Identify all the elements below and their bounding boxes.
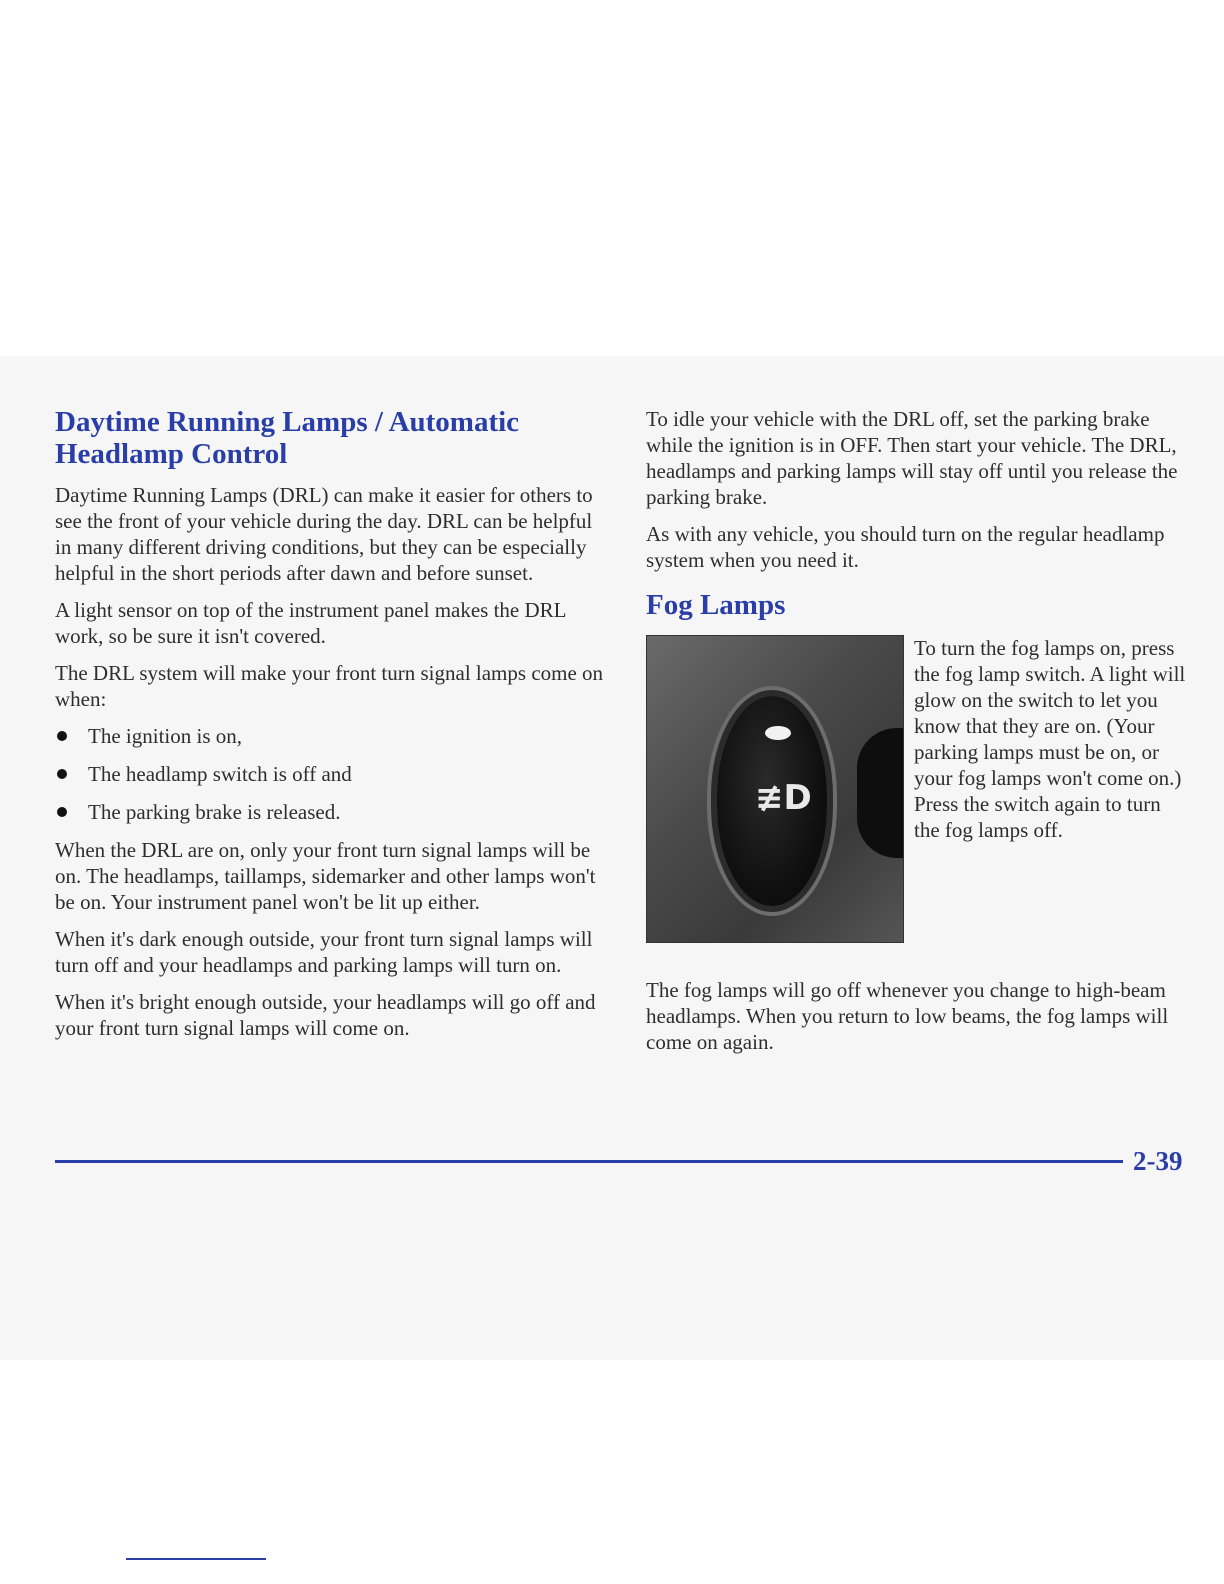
list-item-text: The ignition is on, [88, 724, 242, 748]
idle-drl-paragraph: To idle your vehicle with the DRL off, set the parking brake while the ignition is in OFF. Then start your vehicle. The DRL, headlamps and parking lamps will stay off until you release the parking brake. [646, 407, 1178, 509]
list-item [55, 799, 610, 825]
drl-conditions-list [55, 723, 610, 825]
bottom-mark [126, 1558, 266, 1560]
drl-on-paragraph: When the DRL are on, only your front turn signal lamps will be on. The headlamps, taillamps, sidemarker and other lamps won't be on. Your instrument panel won't be lit up either. [55, 838, 596, 914]
fog-switch-button [717, 696, 827, 906]
fog-lamps-section [646, 635, 1186, 953]
drl-intro-paragraph: Daytime Running Lamps (DRL) can make it easier for others to see the front of your vehicle during the day. DRL can be helpful in many different driving conditions, but they can be especially helpful in the short periods after dawn and before sunset. [55, 483, 593, 585]
drl-heading: Daytime Running Lamps / Automatic Headlamp Control [55, 406, 520, 470]
bullet-icon [57, 807, 67, 817]
adjacent-control [857, 728, 904, 858]
fog-side-text-block [914, 635, 1186, 854]
list-item-text: The headlamp switch is off and [88, 762, 352, 786]
fog-lamp-switch-photo [646, 635, 904, 943]
left-column [55, 406, 610, 1052]
footer-rule [55, 1160, 1123, 1163]
fog-instructions-paragraph: To turn the fog lamps on, press the fog lamp switch. A light will glow on the switch to let you know that they are on. (Your parking lamps must be on, or your fog lamps won't come on.) Press the switch again to turn the fog lamps off. [914, 636, 1186, 842]
bullet-icon [57, 731, 67, 741]
page-number: 2-39 [1133, 1146, 1183, 1176]
light-sensor-paragraph: A light sensor on top of the instrument panel makes the DRL work, so be sure it isn't covered. [55, 598, 566, 648]
fog-high-beam-paragraph: The fog lamps will go off whenever you change to high-beam headlamps. When you return to low beams, the fog lamps will come on again. [646, 978, 1169, 1054]
bullet-icon [57, 769, 67, 779]
dark-outside-paragraph: When it's dark enough outside, your front turn signal lamps will turn off and your headlamps and parking lamps will turn on. [55, 927, 593, 977]
right-column [646, 406, 1186, 1066]
bright-outside-paragraph: When it's bright enough outside, your headlamps will go off and your front turn signal lamps will come on. [55, 990, 596, 1040]
fog-lamp-icon: ≢D [755, 778, 812, 818]
list-item [55, 761, 610, 787]
indicator-light-icon [765, 726, 791, 740]
list-item-text: The parking brake is released. [88, 800, 341, 824]
fog-lamps-heading: Fog Lamps [646, 589, 786, 621]
list-item [55, 723, 610, 749]
drl-conditions-intro: The DRL system will make your front turn signal lamps come on when: [55, 661, 604, 711]
regular-headlamp-paragraph: As with any vehicle, you should turn on the regular headlamp system when you need it. [646, 522, 1165, 572]
